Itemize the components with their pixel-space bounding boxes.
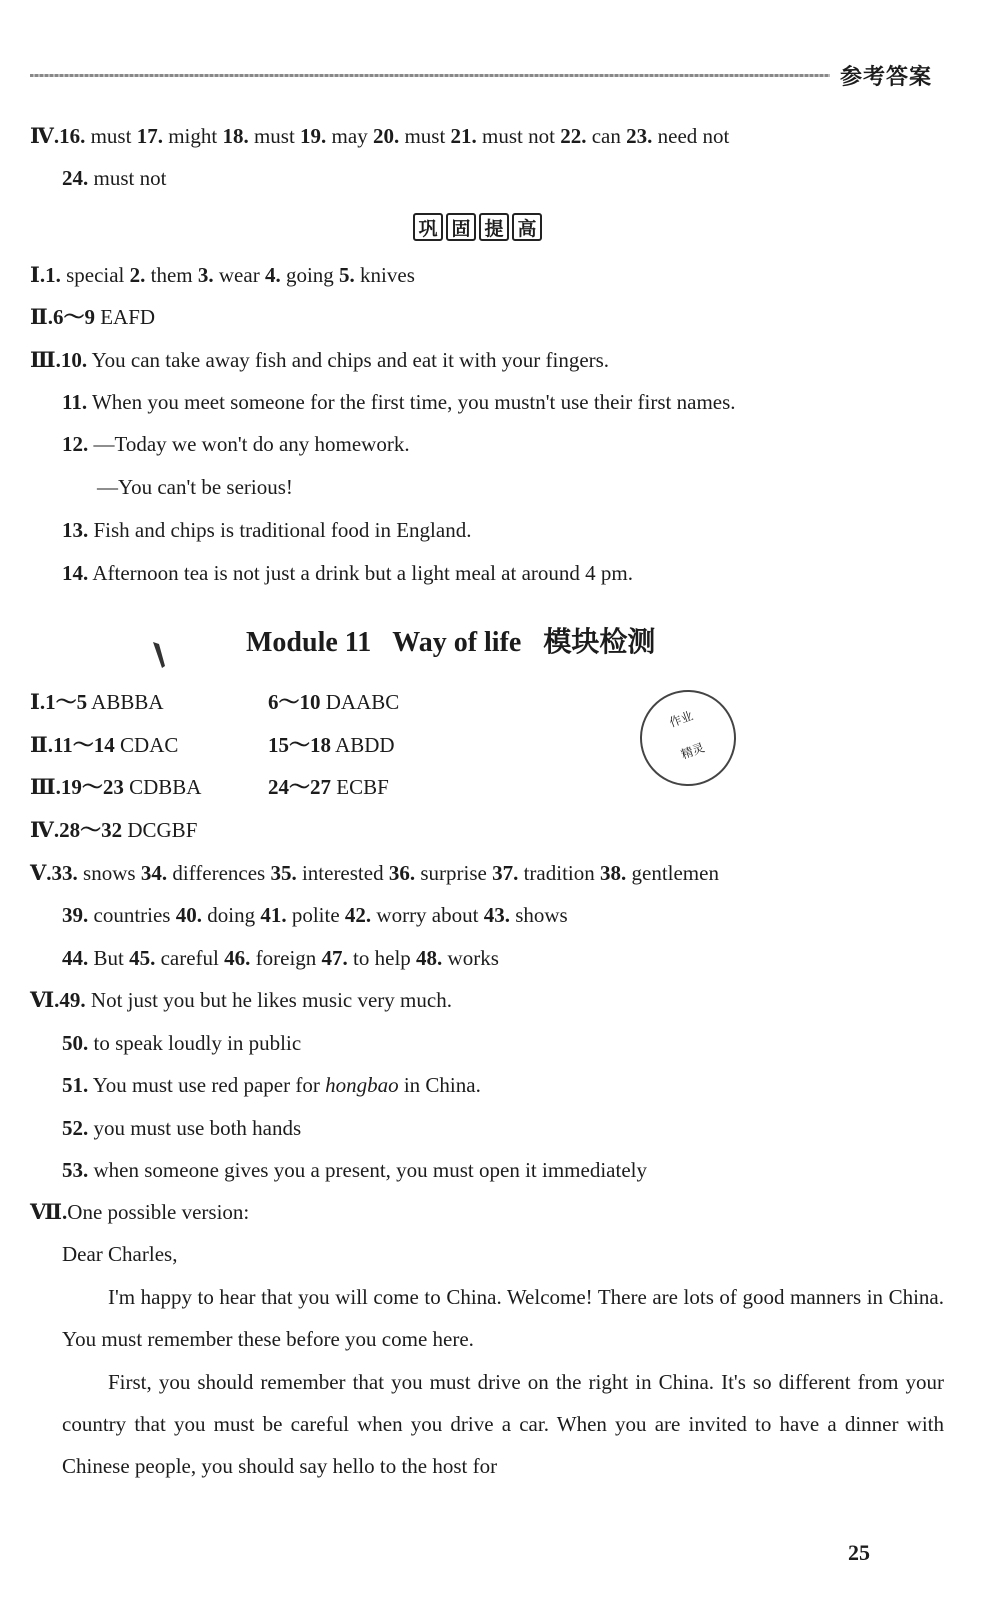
item-number: 5. [339,263,355,287]
item-number: 37. [492,861,519,885]
item-number: 47. [321,946,348,970]
item-number: 2. [129,263,146,287]
item-number: 41. [260,903,287,927]
item-answer: tradition [518,861,600,885]
item-number: 4. [264,263,281,287]
item-answer: might [162,124,223,148]
item-answer: must not [476,124,561,148]
item-answer: going [280,263,340,287]
consolidate-line-i: Ⅰ.1. special 2. them 3. wear 4. going 5. knives [30,263,415,287]
module-title: Module 11 Way of life 模块检测 [246,625,656,658]
test-line-39 [62,901,568,929]
test-line-vii: Ⅶ.One possible version: [30,1200,250,1224]
item-number: 21. [450,124,477,148]
item-number: 20. [372,124,400,148]
item-answer: special [60,263,130,287]
item-number: 19. [300,124,327,148]
item-number: 45. [129,946,156,970]
test-line-iv: Ⅳ.28～32 DCGBF [30,818,198,842]
letter-paragraph-2: First, you should remember that you must drive on the right in China. It's so different from your country that you must be careful when you drive a car. When you are invited to have a dinner with Chinese people, you should say hello to the host for [62,1370,944,1478]
section-badge-consolidate: 巩 固 提 高 [413,213,542,241]
item-answer: gentlemen [626,861,719,885]
item-number: 43. [483,903,510,927]
item-answer: them [145,263,198,287]
item-number: 35. [270,861,297,885]
item-number: 17. [136,124,163,148]
item-answer: knives [354,263,415,287]
test-line-ii: Ⅱ.11～14 CDAC [30,733,179,757]
item-number: 40. [175,903,202,927]
test-line-iii: Ⅲ.19～23 CDBBA [30,775,202,799]
item-answer: must not [88,166,167,190]
consolidate-line-ii: Ⅱ.6～9 EAFD [30,305,156,329]
header-title: 参考答案 [840,65,933,90]
item-number: 6～9 [52,305,95,329]
consolidate-line-iii: Ⅲ.10. You can take away fish and chips and eat it with your fingers. [30,348,610,372]
watermark-stamp: 作业 精灵 [626,676,749,799]
item-answer: careful [155,946,225,970]
item-answer: must [248,124,301,148]
item-number: 42. [344,903,372,927]
item-answer: But [88,946,130,970]
test-line-iii-b: 24～27 ECBF [268,775,389,799]
letter-paragraph-1: I'm happy to hear that you will come to China. Welcome! There are lots of good manners in China. You must remember these before you come here. [62,1285,944,1351]
answer-line-iv: Ⅳ.16. must 17. might 18. must 19. may 20. must 21. must not 22. can 23. need not [30,124,730,148]
item-answer: to help [347,946,417,970]
item-answer: wear [213,263,265,287]
header-rule [30,74,830,77]
item-number: 36. [388,861,416,885]
item-answer: can [586,124,627,148]
item-answer: need not [652,124,730,148]
test-line-i: Ⅰ.1～5 ABBBA [30,690,164,714]
test-line-44 [62,944,499,972]
test-line-i-b: 6～10 DAABC [268,690,400,714]
item-answer: polite [286,903,345,927]
item-answer: EAFD [94,305,156,329]
item-answer: works [442,946,499,970]
item-answer: foreign [250,946,322,970]
item-number: 33. [51,861,78,885]
test-line-v: Ⅴ.33. snows 34. differences 35. interested 36. surprise 37. tradition 38. gentlemen [30,861,719,885]
test-line-52: 52. you must use both hands [62,1116,302,1140]
consolidate-line-12b: —You can't be serious! [97,475,293,499]
item-number: 44. [62,946,89,970]
item-answer: worry about [371,903,484,927]
item-number: 38. [600,861,627,885]
item-number: 23. [626,124,653,148]
item-number: 39. [62,903,89,927]
test-line-53: 53. when someone gives you a present, you must open it immediately [62,1158,647,1182]
test-line-ii-b: 15～18 ABDD [268,733,395,757]
item-answer: must [85,124,137,148]
test-line-vi: Ⅵ.49. Not just you but he likes music very much. [30,988,452,1012]
item-answer: must [399,124,451,148]
item-answer: shows [509,903,568,927]
item-answer: differences [167,861,271,885]
page-number: 25 [848,1540,870,1565]
item-answer: countries [88,903,176,927]
item-answer: doing [201,903,261,927]
test-line-51: 51. You must use red paper for hongbao in China. [62,1073,481,1097]
item-number: 24. [62,166,89,190]
item-answer: may [326,124,373,148]
item-number: 18. [222,124,249,148]
consolidate-line-12: 12. —Today we won't do any homework. [62,432,410,456]
consolidate-line-13: 13. Fish and chips is traditional food in England. [62,518,472,542]
item-number: 22. [560,124,587,148]
item-number: 16. [59,124,86,148]
pen-icon [150,640,168,670]
answer-line-24 [62,164,166,192]
item-number: 48. [416,946,443,970]
item-number: 46. [224,946,251,970]
item-number: 34. [140,861,168,885]
item-answer: snows [77,861,141,885]
consolidate-line-11: 11. When you meet someone for the first time, you mustn't use their first names. [62,390,736,414]
item-answer: interested [296,861,389,885]
item-number: 3. [197,263,214,287]
consolidate-line-14: 14. Afternoon tea is not just a drink but a light meal at around 4 pm. [62,561,633,585]
item-number: 1. [45,263,61,287]
letter-greeting: Dear Charles, [62,1242,178,1266]
test-line-50: 50. to speak loudly in public [62,1031,302,1055]
item-answer: surprise [415,861,493,885]
